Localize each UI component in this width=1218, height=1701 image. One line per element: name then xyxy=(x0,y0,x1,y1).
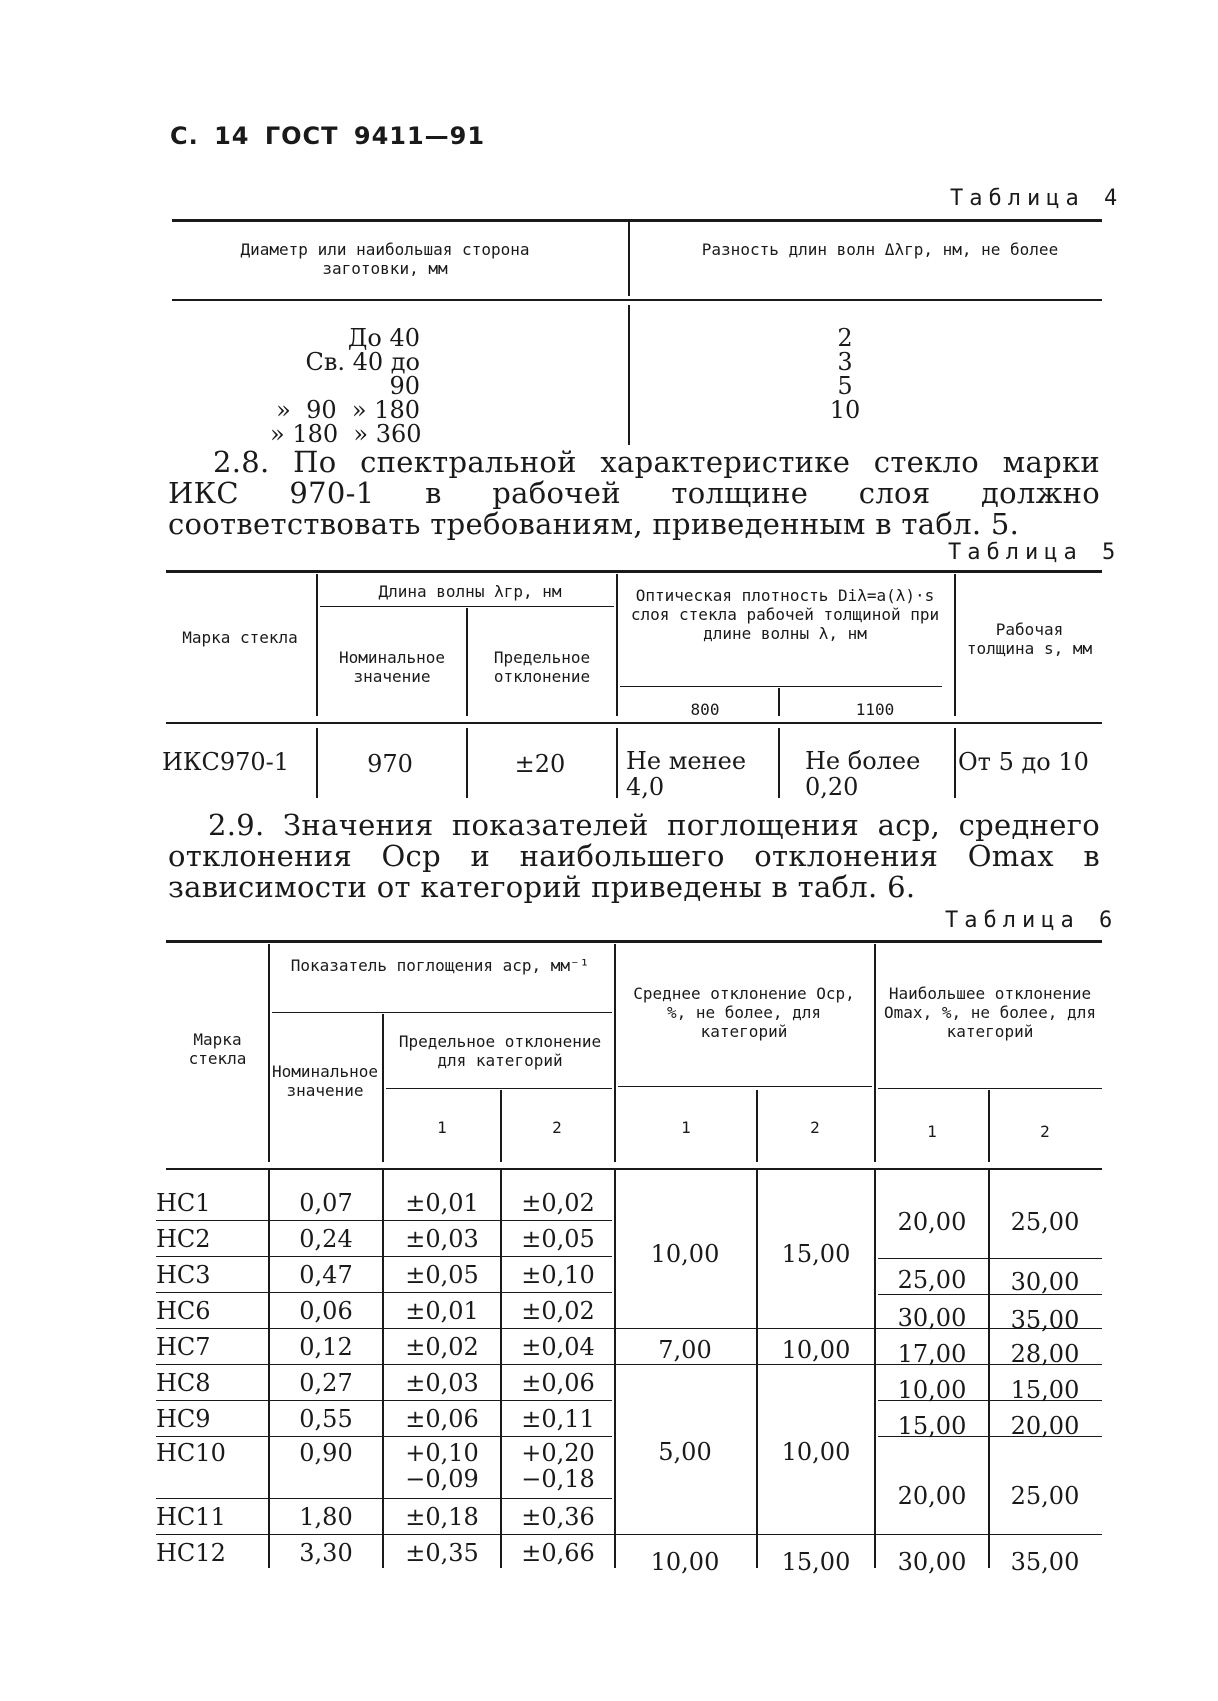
t6-rsep-8 xyxy=(156,1498,612,1499)
t6b-v2 xyxy=(382,1170,384,1568)
table6-h-mark: Марка стекла xyxy=(188,1030,247,1068)
table5-vline-4 xyxy=(778,688,780,716)
table5-body-vline-3 xyxy=(616,728,618,798)
t6h-h4 xyxy=(878,1088,1102,1089)
paragraph-2-9-text: 2.9. Значения показателей поглощения aср, среднего отклонения Oср и наибольшего отклонения Omax в зависимости от категорий приведены в табл. 6. xyxy=(168,808,1100,904)
t6b-v5 xyxy=(756,1170,758,1568)
table6-row-8-dev-cat2: +0,20 −0,18 xyxy=(521,1439,595,1493)
table4-col1-header: Диаметр или наибольшая сторона заготовки, мм xyxy=(240,240,530,278)
table6-row-6-nominal: 0,27 xyxy=(299,1369,353,1397)
table6-row-1-mark: НС1 xyxy=(156,1189,211,1217)
table6-row-4-dev-cat1: ±0,01 xyxy=(405,1297,479,1325)
table6-row-10-nominal: 3,30 xyxy=(299,1539,353,1567)
t6h-h2 xyxy=(386,1088,612,1089)
table4-size-1: До 40 xyxy=(347,324,420,352)
table5-row-thickness: От 5 до 10 xyxy=(958,748,1089,776)
table4-size-3: » 90 » 180 xyxy=(276,396,420,424)
t6h-v6 xyxy=(874,944,876,1162)
table5-h-800: 800 xyxy=(690,700,720,719)
page-header: С. 14 ГОСТ 9411—91 xyxy=(170,122,486,150)
t6-max-g8-c1: 30,00 xyxy=(897,1548,967,1576)
table6-row-1-nominal: 0,07 xyxy=(299,1189,353,1217)
table6-row-5-dev-cat2: ±0,04 xyxy=(521,1333,595,1361)
t6-max-g3-c1: 30,00 xyxy=(897,1304,967,1332)
table6-row-3-dev-cat2: ±0,10 xyxy=(521,1261,595,1289)
table5-h-density: Оптическая плотность Diλ=a(λ)·s слоя стекла рабочей толщиной при длине волны λ, нм xyxy=(630,586,940,643)
table5-vline-1 xyxy=(316,574,318,716)
t6-max-g5-c2: 15,00 xyxy=(1010,1376,1080,1404)
table4-value-3: 5 xyxy=(837,372,853,400)
t6-max-g2-c1: 25,00 xyxy=(897,1266,967,1294)
t6-max-g1-c2: 25,00 xyxy=(1010,1208,1080,1236)
table6-h-dev-cat1: 1 xyxy=(437,1118,447,1137)
table4-body-divider xyxy=(628,305,630,445)
t6-max-g7-c1: 20,00 xyxy=(897,1482,967,1510)
table6-row-1-dev-cat1: ±0,01 xyxy=(405,1189,479,1217)
table6-h-avg: Среднее отклонение Oср, %, не более, для категорий xyxy=(633,984,855,1041)
t6h-h1 xyxy=(272,1012,612,1013)
table6-row-3-mark: НС3 xyxy=(156,1261,211,1289)
table6-row-7-dev-cat2: ±0,11 xyxy=(521,1405,595,1433)
table6-row-5-dev-cat1: ±0,02 xyxy=(405,1333,479,1361)
t6-avg-g4-c2: 15,00 xyxy=(781,1548,851,1576)
table6-row-9-dev-cat1: ±0,18 xyxy=(405,1503,479,1531)
table6-row-4-dev-cat2: ±0,02 xyxy=(521,1297,595,1325)
table6-header-rule xyxy=(166,1168,1102,1170)
table6-row-6-dev-cat1: ±0,03 xyxy=(405,1369,479,1397)
table6-h-nominal: Номинальное значение xyxy=(272,1062,378,1100)
table5-header-rule xyxy=(166,722,1102,724)
table5-h-wave: Длина волны λгр, нм xyxy=(378,582,562,601)
table5-row-deviation: ±20 xyxy=(514,750,566,778)
table4-values xyxy=(805,326,885,422)
table4-col2-header: Разность длин волн Δλгр, нм, не более xyxy=(701,240,1059,259)
table5-h-thickness: Рабочая толщина s, мм xyxy=(966,620,1093,658)
table4-header-divider xyxy=(628,222,630,296)
table6-row-5-mark: НС7 xyxy=(156,1333,211,1361)
t6-avg-g1-c2: 15,00 xyxy=(781,1240,851,1268)
t6-avg-g2-c1: 7,00 xyxy=(658,1336,712,1364)
table5-row-mark: ИКС970-1 xyxy=(162,748,290,776)
table4-value-1: 2 xyxy=(837,324,853,352)
t6-max-g6-c1: 15,00 xyxy=(897,1412,967,1440)
table5-vline-3 xyxy=(616,574,618,716)
table4-caption: Таблица 4 xyxy=(950,186,1124,211)
table5-vline-5 xyxy=(954,574,956,716)
table6-h-absorption: Показатель поглощения aср, мм⁻¹ xyxy=(290,956,590,975)
t6-avg-g4-c1: 10,00 xyxy=(650,1548,720,1576)
table6-row-10-dev-cat1: ±0,35 xyxy=(405,1539,479,1567)
table6-row-9-nominal: 1,80 xyxy=(299,1503,353,1531)
table6-row-8-dev-cat1: +0,10 −0,09 xyxy=(405,1439,479,1493)
t6-rsep-9 xyxy=(156,1534,1102,1535)
table5-h-nominal: Номинальное значение xyxy=(339,648,445,686)
table5-caption: Таблица 5 xyxy=(948,540,1122,565)
table6-row-1-dev-cat2: ±0,02 xyxy=(521,1189,595,1217)
table6-row-2-dev-cat2: ±0,05 xyxy=(521,1225,595,1253)
t6-rsep-6 xyxy=(156,1400,612,1401)
paragraph-2-8-text: 2.8. По спектральной характеристике стекло марки ИКС 970-1 в рабочей толщине слоя должно соответствовать требованиям, приведенным в табл. 5. xyxy=(168,445,1100,541)
table5-row-d800: Не менее 4,0 xyxy=(626,747,747,801)
table6-row-10-mark: НС12 xyxy=(156,1539,226,1567)
table6-row-6-dev-cat2: ±0,06 xyxy=(521,1369,595,1397)
paragraph-2-8 xyxy=(168,447,1100,540)
table6-h-deviation: Предельное отклонение для категорий xyxy=(398,1032,602,1070)
t6b-v1 xyxy=(268,1170,270,1568)
table4-header-rule xyxy=(172,299,1102,301)
table6-caption: Таблица 6 xyxy=(945,908,1119,933)
table4-value-2: 3 xyxy=(837,348,853,376)
table6-row-6-mark: НС8 xyxy=(156,1369,211,1397)
table6-row-2-dev-cat1: ±0,03 xyxy=(405,1225,479,1253)
paragraph-2-9 xyxy=(168,810,1100,903)
table4-value-4: 10 xyxy=(829,396,861,424)
table6-row-8-nominal: 0,90 xyxy=(299,1439,353,1467)
table6-row-7-nominal: 0,55 xyxy=(299,1405,353,1433)
table4-size-4: » 180 » 360 xyxy=(270,420,422,448)
t6-rsep-2 xyxy=(156,1256,612,1257)
table5-h-deviation: Предельное отклонение xyxy=(493,648,591,686)
t6h-v4 xyxy=(614,944,616,1162)
table5-row-d1100: Не более 0,20 xyxy=(805,747,921,801)
table4-size-2: Св. 40 до 90 xyxy=(305,348,420,400)
table6-h-max: Наибольшее отклонение Omax, %, не более, для категорий xyxy=(884,984,1096,1041)
t6-max-g8-c2: 35,00 xyxy=(1010,1548,1080,1576)
table6-row-5-nominal: 0,12 xyxy=(299,1333,353,1361)
t6-avg-g2-c2: 10,00 xyxy=(781,1336,851,1364)
table5-vline-2 xyxy=(466,608,468,716)
table6-h-dev-cat2: 2 xyxy=(552,1118,562,1137)
table6-h-avg-cat2: 2 xyxy=(810,1118,820,1137)
table6-row-2-nominal: 0,24 xyxy=(299,1225,353,1253)
t6-avg-g1-c1: 10,00 xyxy=(650,1240,720,1268)
table5-body-vline-1 xyxy=(316,728,318,798)
table4-top-rule xyxy=(172,219,1102,222)
t6-avg-g3-c1: 5,00 xyxy=(658,1438,712,1466)
table5-row-nominal: 970 xyxy=(367,750,413,778)
table5-body-vline-4 xyxy=(778,728,780,798)
table6-row-9-mark: НС11 xyxy=(156,1503,226,1531)
t6-msep-1 xyxy=(878,1258,1102,1259)
table4-sizes xyxy=(270,326,420,446)
table6-row-4-nominal: 0,06 xyxy=(299,1297,353,1325)
table5-density-rule xyxy=(620,686,942,687)
table6-row-7-mark: НС9 xyxy=(156,1405,211,1433)
t6-max-g4-c1: 17,00 xyxy=(897,1340,967,1368)
t6-rsep-7 xyxy=(156,1436,612,1437)
t6-max-g3-c2: 35,00 xyxy=(1010,1306,1080,1334)
t6-rsep-1 xyxy=(156,1220,612,1221)
t6-max-g5-c1: 10,00 xyxy=(897,1376,967,1404)
t6-max-g6-c2: 20,00 xyxy=(1010,1412,1080,1440)
table6-h-max-cat2: 2 xyxy=(1040,1122,1050,1141)
table6-row-2-mark: НС2 xyxy=(156,1225,211,1253)
t6-max-g1-c1: 20,00 xyxy=(897,1208,967,1236)
t6b-v4 xyxy=(614,1170,616,1568)
t6h-h3 xyxy=(618,1086,872,1087)
table5-body-vline-2 xyxy=(466,728,468,798)
t6-max-g7-c2: 25,00 xyxy=(1010,1482,1080,1510)
table6-row-9-dev-cat2: ±0,36 xyxy=(521,1503,595,1531)
table6-row-10-dev-cat2: ±0,66 xyxy=(521,1539,595,1567)
table6-row-3-dev-cat1: ±0,05 xyxy=(405,1261,479,1289)
table5-wave-rule xyxy=(320,606,614,607)
table6-top-rule xyxy=(166,940,1102,943)
table6-h-avg-cat1: 1 xyxy=(681,1118,691,1137)
table5-h-mark: Марка стекла xyxy=(182,628,298,647)
table5-top-rule xyxy=(166,570,1102,573)
table6-row-8-mark: НС10 xyxy=(156,1439,226,1467)
t6b-v3 xyxy=(500,1170,502,1568)
t6-max-g4-c2: 28,00 xyxy=(1010,1340,1080,1368)
t6h-v1 xyxy=(268,944,270,1162)
t6-rsep-3 xyxy=(156,1292,612,1293)
table6-row-3-nominal: 0,47 xyxy=(299,1261,353,1289)
t6b-v6 xyxy=(874,1170,876,1568)
table6-row-4-mark: НС6 xyxy=(156,1297,211,1325)
t6-max-g2-c2: 30,00 xyxy=(1010,1268,1080,1296)
table6-h-max-cat1: 1 xyxy=(927,1122,937,1141)
t6-avg-g3-c2: 10,00 xyxy=(781,1438,851,1466)
table6-row-7-dev-cat1: ±0,06 xyxy=(405,1405,479,1433)
table5-h-1100: 1100 xyxy=(855,700,895,719)
t6h-v2 xyxy=(382,1014,384,1162)
